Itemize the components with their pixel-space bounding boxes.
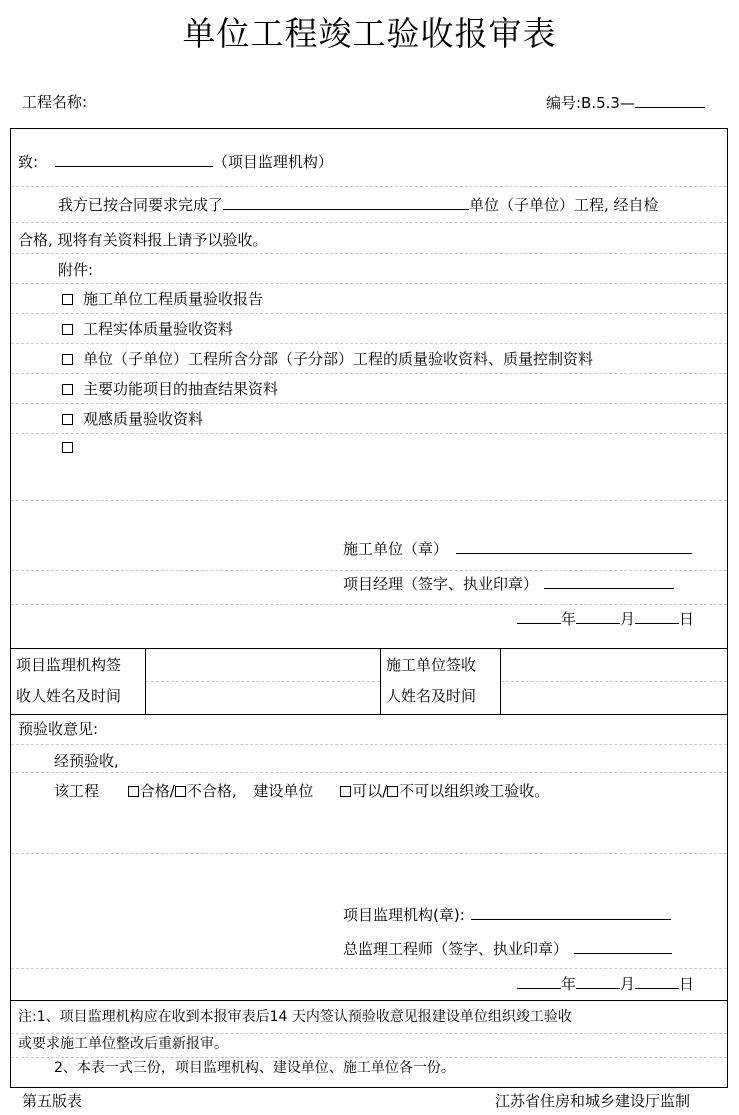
row-divider: [11, 433, 727, 434]
unqualified-checkbox[interactable]: [175, 786, 186, 797]
day-label: 日: [679, 610, 695, 628]
form-code-field[interactable]: [635, 91, 705, 108]
note-line1: 注:1、项目监理机构应在收到本报审表后14 天内签认预验收意见报建设单位组织竣工验收: [18, 1009, 572, 1025]
row-divider: [11, 500, 727, 501]
cannot-organize-checkbox[interactable]: [387, 786, 398, 797]
contractor-date: [517, 607, 694, 629]
form-code: [546, 91, 705, 113]
attachment-item: [62, 408, 203, 429]
row-divider: [11, 313, 727, 314]
attachment-label: 主要功能项目的抽查结果资料: [83, 380, 279, 398]
row-divider: [11, 283, 727, 284]
agency-seal-line: [343, 903, 671, 925]
opinion-line1: 经预验收,: [54, 752, 119, 770]
statement-suffix: 单位（子单位）工程, 经自检: [469, 196, 659, 214]
attachment-label: 工程实体质量验收资料: [83, 320, 234, 338]
opinion-day-field[interactable]: [635, 972, 679, 989]
authority-label: 江苏省住房和城乡建设厅监制: [495, 1092, 691, 1110]
supervision-receipt-label-1: 项目监理机构签: [16, 656, 122, 674]
owner-label: 建设单位: [253, 782, 314, 800]
month-label: 月: [620, 610, 636, 628]
contractor-day-field[interactable]: [635, 607, 679, 624]
attachment-label: 观感质量验收资料: [83, 410, 204, 428]
year-label: 年: [561, 610, 577, 628]
row-divider: [11, 772, 727, 773]
contractor-manager-label: 项目经理（签字、执业印章）: [343, 575, 539, 593]
opinion-month-field[interactable]: [576, 972, 620, 989]
contractor-receipt-label-2: 人姓名及时间: [386, 687, 477, 705]
statement-line2: 合格, 现将有关资料报上请予以验收。: [18, 231, 268, 249]
to-suffix: （项目监理机构）: [212, 153, 333, 171]
form-title: 单位工程竣工验收报审表: [182, 14, 557, 53]
can-label: 可以/: [352, 782, 388, 800]
row-divider: [11, 570, 727, 571]
attachment-checkbox[interactable]: [62, 324, 73, 335]
attachment-checkbox[interactable]: [62, 384, 73, 395]
section-divider: [10, 1000, 728, 1001]
chief-engineer-field[interactable]: [574, 937, 672, 954]
contractor-month-field[interactable]: [576, 607, 620, 624]
contractor-manager-field[interactable]: [544, 572, 674, 589]
attachment-label: 施工单位工程质量验收报告: [83, 290, 264, 308]
attachment-checkbox[interactable]: [62, 414, 73, 425]
attachment-checkbox[interactable]: [62, 442, 73, 453]
section-divider: [10, 714, 728, 715]
contractor-manager-line: [343, 572, 674, 594]
contractor-year-field[interactable]: [517, 607, 561, 624]
row-divider: [11, 744, 727, 745]
agency-seal-field[interactable]: [471, 903, 671, 920]
unqualified-label: 不合格,: [186, 782, 237, 800]
opinion-year-field[interactable]: [517, 972, 561, 989]
statement-prefix: 我方已按合同要求完成了: [58, 196, 224, 214]
row-divider: [11, 222, 727, 223]
qualified-label: 合格/: [139, 782, 175, 800]
cell-divider: [380, 648, 381, 714]
note-line2: 或要求施工单位整改后重新报审。: [18, 1036, 228, 1052]
attachment-label: 单位（子单位）工程所含分部（子分部）工程的质量验收资料、质量控制资料: [83, 350, 594, 368]
attachment-item: [62, 378, 278, 399]
contractor-unit-field[interactable]: [456, 537, 692, 554]
chief-engineer-label: 总监理工程师（签字、执业印章）: [343, 940, 569, 958]
chief-engineer-line: [343, 937, 672, 959]
opinion-project-label: 该工程: [54, 782, 100, 800]
row-divider: [11, 343, 727, 344]
row-divider: [11, 373, 727, 374]
contractor-receipt-label-1: 施工单位签收: [386, 656, 477, 674]
form-code-label: 编号:B.5.3—: [546, 94, 635, 112]
row-divider: [11, 853, 727, 854]
qualified-checkbox[interactable]: [128, 786, 139, 797]
opinion-label: 预验收意见:: [18, 720, 99, 738]
can-organize-checkbox[interactable]: [340, 786, 351, 797]
opinion-line2: [54, 780, 549, 801]
day-label: 日: [679, 975, 695, 993]
agency-seal-label: 项目监理机构(章):: [343, 906, 465, 924]
opinion-date: [517, 972, 694, 994]
to-line: [18, 150, 333, 172]
row-divider: [11, 968, 727, 969]
project-name-label: 工程名称:: [22, 93, 88, 111]
to-label: 致:: [18, 153, 39, 171]
supervision-receipt-label-2: 收人姓名及时间: [16, 687, 122, 705]
row-divider: [11, 403, 727, 404]
contractor-unit-label: 施工单位（章）: [343, 540, 449, 558]
row-divider: [11, 604, 727, 605]
note-line3: 2、本表一式三份，项目监理机构、建设单位、施工单位各一份。: [54, 1060, 455, 1076]
edition-label: 第五版表: [22, 1092, 83, 1110]
attachment-item: [62, 288, 263, 309]
contractor-unit-line: [343, 537, 692, 559]
attachment-checkbox[interactable]: [62, 294, 73, 305]
to-recipient-field[interactable]: [55, 150, 213, 167]
statement-line1: [58, 193, 659, 215]
year-label: 年: [561, 975, 577, 993]
contractor-receipt-field[interactable]: [501, 649, 727, 713]
cannot-label: 不可以组织竣工验收。: [399, 782, 550, 800]
attachment-item: [62, 348, 593, 369]
row-divider: [11, 186, 727, 187]
unit-project-field[interactable]: [223, 193, 469, 210]
attachment-item: [62, 438, 83, 456]
supervision-receipt-field[interactable]: [146, 649, 380, 713]
attachment-item: [62, 318, 233, 339]
row-divider: [11, 253, 727, 254]
month-label: 月: [620, 975, 636, 993]
attachment-checkbox[interactable]: [62, 354, 73, 365]
attachments-label: 附件:: [58, 261, 94, 279]
